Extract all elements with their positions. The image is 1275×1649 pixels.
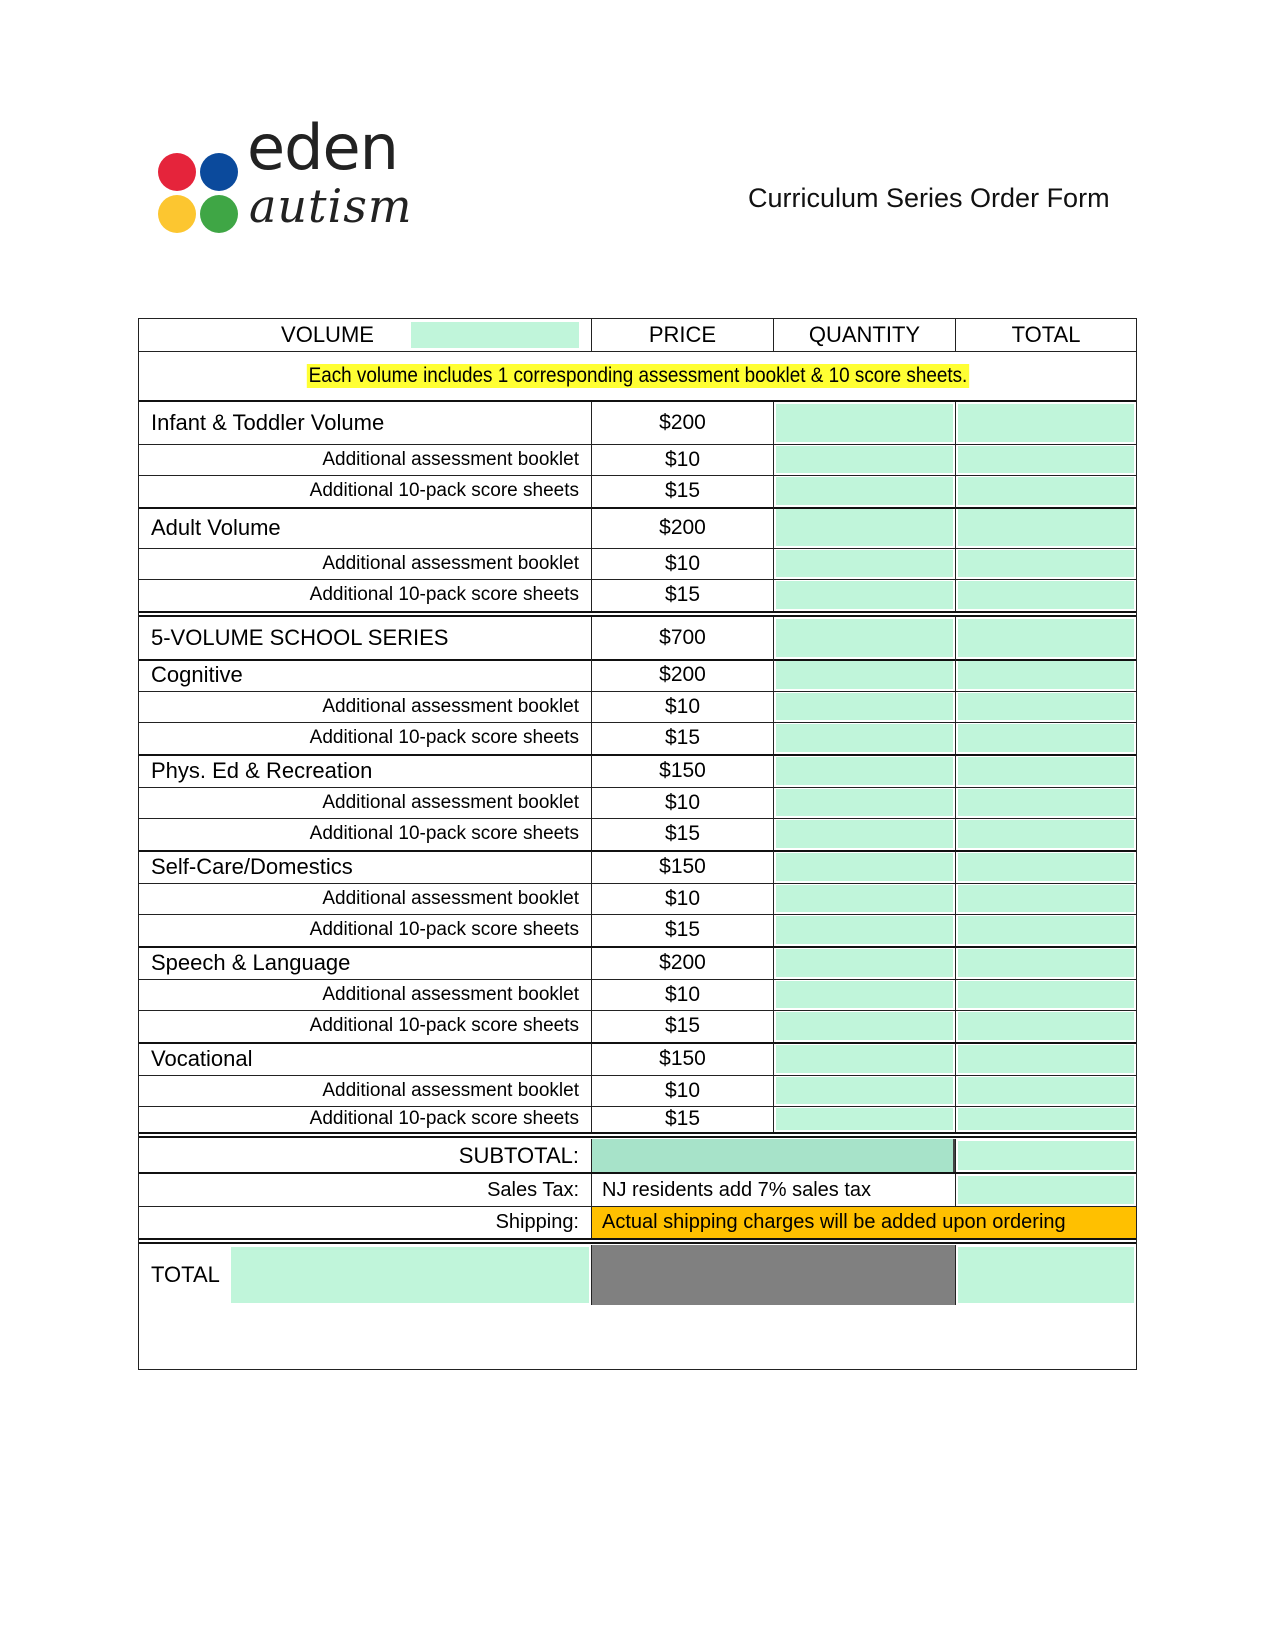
volume-name: Infant & Toddler Volume: [151, 410, 385, 435]
price-value: $150: [591, 851, 773, 883]
line-total-fill: [958, 509, 1134, 546]
quantity-input[interactable]: [773, 475, 955, 507]
table-row: [139, 579, 1136, 611]
line-total-fill: [958, 789, 1134, 816]
price-value: $10: [591, 548, 773, 579]
eden-autism-logo: [155, 111, 415, 233]
quantity-input-fill: [776, 885, 953, 912]
green-dot-icon: [200, 195, 238, 233]
order-form-table: [138, 318, 1137, 1370]
price-value: $10: [591, 1075, 773, 1106]
line-total-fill: [958, 820, 1134, 848]
total-divider: [139, 1238, 1136, 1244]
line-total-field[interactable]: [955, 402, 1136, 444]
line-total-fill: [958, 477, 1134, 505]
quantity-input[interactable]: [773, 507, 955, 548]
quantity-input[interactable]: [773, 914, 955, 946]
table-row: [139, 1106, 1136, 1132]
quantity-input-fill: [776, 789, 953, 816]
line-total-fill: [958, 1012, 1134, 1040]
price-value: $150: [591, 1043, 773, 1075]
table-row: [139, 851, 1136, 884]
volume-name: Self-Care/Domestics: [151, 854, 353, 879]
yellow-dot-icon: [158, 195, 196, 233]
quantity-input[interactable]: [773, 755, 955, 787]
header-price: PRICE: [591, 319, 773, 351]
note-row: [139, 352, 1136, 402]
line-total-fill: [958, 550, 1134, 577]
line-total-field[interactable]: [955, 1043, 1136, 1075]
quantity-input-fill: [776, 404, 953, 442]
price-value: $150: [591, 755, 773, 787]
quantity-input-fill: [776, 1012, 953, 1040]
line-total-fill: [958, 619, 1134, 657]
logo-wordmark-eden: eden: [247, 111, 398, 184]
includes-note: Each volume includes 1 corresponding assessment booklet & 10 score sheets.: [308, 364, 967, 387]
quantity-input-fill: [776, 446, 953, 473]
line-total-fill: [958, 404, 1134, 442]
table-row: [139, 691, 1136, 723]
subtotal-row: [139, 1139, 1136, 1174]
quantity-input[interactable]: [773, 444, 955, 475]
addon-name: Additional assessment booklet: [322, 1079, 579, 1101]
shipping-note: Actual shipping charges will be added upon ordering: [591, 1207, 1136, 1238]
quantity-input-fill: [776, 981, 953, 1008]
table-row: [139, 1075, 1136, 1107]
sales-tax-total-field[interactable]: [955, 1174, 1136, 1206]
line-total-fill: [958, 446, 1134, 473]
page-title: Curriculum Series Order Form: [748, 183, 1110, 213]
red-dot-icon: [158, 153, 196, 191]
sales-tax-row: [139, 1174, 1136, 1207]
table-row: [139, 617, 1136, 661]
volume-name: 5-VOLUME SCHOOL SERIES: [151, 625, 449, 650]
table-row: [139, 475, 1136, 509]
quantity-input[interactable]: [773, 617, 955, 659]
subtotal-quantity-field[interactable]: [591, 1139, 955, 1172]
quantity-input-fill: [776, 550, 953, 577]
volume-name: Adult Volume: [151, 514, 281, 540]
quantity-input[interactable]: [773, 691, 955, 722]
addon-name: Additional assessment booklet: [322, 791, 579, 813]
table-row: [139, 722, 1136, 756]
quantity-input-fill: [776, 820, 953, 848]
subtotal-total-field[interactable]: [955, 1139, 1136, 1172]
grand-total-label: TOTAL: [151, 1262, 220, 1287]
sales-tax-label: Sales Tax:: [487, 1178, 579, 1201]
line-total-fill: [958, 1045, 1134, 1073]
subtotal-divider: [139, 1132, 1136, 1138]
line-total-field[interactable]: [955, 1010, 1136, 1042]
line-total-field[interactable]: [955, 883, 1136, 914]
line-total-field[interactable]: [955, 979, 1136, 1010]
line-total-fill: [958, 581, 1134, 609]
grand-total-row: [139, 1245, 1136, 1369]
table-row: [139, 659, 1136, 692]
line-total-field[interactable]: [955, 691, 1136, 722]
table-row: [139, 1010, 1136, 1044]
table-row: [139, 947, 1136, 980]
addon-name: Additional 10-pack score sheets: [309, 1015, 579, 1036]
price-value: $15: [591, 818, 773, 850]
quantity-input[interactable]: [773, 1043, 955, 1075]
quantity-input-fill: [776, 619, 953, 657]
addon-name: Additional assessment booklet: [322, 695, 579, 717]
quantity-input-fill: [776, 581, 953, 609]
quantity-input[interactable]: [773, 883, 955, 914]
quantity-input-fill: [776, 509, 953, 546]
line-total-fill: [958, 981, 1134, 1008]
line-total-field[interactable]: [955, 444, 1136, 475]
price-value: $200: [591, 507, 773, 548]
line-total-field[interactable]: [955, 947, 1136, 979]
quantity-input[interactable]: [773, 402, 955, 444]
table-row: [139, 507, 1136, 549]
price-value: $10: [591, 444, 773, 475]
quantity-input-fill: [776, 949, 953, 977]
price-value: $200: [591, 947, 773, 979]
price-value: $10: [591, 691, 773, 722]
note-cell: [139, 352, 1136, 400]
quantity-input-fill: [776, 693, 953, 720]
quantity-input-fill: [776, 916, 953, 944]
addon-name: Additional 10-pack score sheets: [309, 480, 579, 501]
price-value: $15: [591, 722, 773, 754]
price-value: $10: [591, 979, 773, 1010]
line-total-fill: [958, 885, 1134, 912]
header-volume: [139, 319, 591, 351]
table-row: [139, 1043, 1136, 1076]
line-total-field[interactable]: [955, 1075, 1136, 1106]
quantity-input-fill: [776, 1077, 953, 1104]
line-total-field[interactable]: [955, 1106, 1136, 1132]
line-total-fill: [958, 853, 1134, 881]
quantity-input[interactable]: [773, 979, 955, 1010]
table-header-row: [139, 319, 1136, 352]
quantity-input[interactable]: [773, 818, 955, 850]
table-row: [139, 444, 1136, 476]
quantity-input-fill: [776, 853, 953, 881]
table-row: [139, 755, 1136, 788]
price-value: $700: [591, 617, 773, 659]
line-total-field[interactable]: [955, 475, 1136, 507]
addon-name: Additional assessment booklet: [322, 983, 579, 1005]
quantity-input-fill: [776, 1045, 953, 1073]
volume-name: Vocational: [151, 1046, 253, 1071]
addon-name: Additional assessment booklet: [322, 448, 579, 470]
price-value: $200: [591, 659, 773, 691]
grand-total-cell: [139, 1245, 591, 1305]
quantity-input-fill: [776, 1108, 953, 1130]
price-value: $15: [591, 579, 773, 611]
quantity-input-fill: [776, 477, 953, 505]
line-total-field[interactable]: [955, 579, 1136, 611]
addon-name: Additional 10-pack score sheets: [309, 1108, 579, 1129]
shipping-label: Shipping:: [495, 1211, 579, 1233]
quantity-input[interactable]: [773, 579, 955, 611]
price-value: $15: [591, 475, 773, 507]
volume-input-field[interactable]: [411, 322, 579, 348]
quantity-input-fill: [776, 757, 953, 785]
quantity-input[interactable]: [773, 947, 955, 979]
price-value: $15: [591, 914, 773, 946]
line-total-field[interactable]: [955, 507, 1136, 548]
header-volume-label: VOLUME: [281, 322, 374, 347]
table-row: [139, 548, 1136, 580]
quantity-input[interactable]: [773, 1106, 955, 1132]
addon-name: Additional 10-pack score sheets: [309, 919, 579, 940]
line-total-fill: [958, 661, 1134, 689]
table-row: [139, 787, 1136, 819]
volume-name: Cognitive: [151, 662, 243, 687]
header-total: TOTAL: [955, 319, 1136, 351]
quantity-input-fill: [776, 724, 953, 752]
volume-name: Phys. Ed & Recreation: [151, 758, 373, 783]
addon-name: Additional 10-pack score sheets: [309, 584, 579, 605]
line-total-fill: [958, 724, 1134, 752]
line-total-field[interactable]: [955, 787, 1136, 818]
quantity-input[interactable]: [773, 851, 955, 883]
logo-wordmark-autism: autism: [249, 179, 413, 233]
line-total-fill: [958, 949, 1134, 977]
addon-name: Additional assessment booklet: [322, 552, 579, 574]
sales-tax-note: NJ residents add 7% sales tax: [591, 1174, 955, 1206]
line-total-field[interactable]: [955, 617, 1136, 659]
quantity-input[interactable]: [773, 548, 955, 579]
quantity-input-fill: [776, 661, 953, 689]
quantity-input[interactable]: [773, 722, 955, 754]
blue-dot-icon: [200, 153, 238, 191]
line-total-field[interactable]: [955, 755, 1136, 787]
table-row: [139, 914, 1136, 948]
line-total-field[interactable]: [955, 818, 1136, 850]
volume-name: Speech & Language: [151, 950, 351, 975]
addon-name: Additional 10-pack score sheets: [309, 823, 579, 844]
subtotal-label: SUBTOTAL:: [458, 1142, 579, 1168]
price-value: $15: [591, 1010, 773, 1042]
grand-total-gray-block: [591, 1245, 955, 1305]
price-value: $10: [591, 883, 773, 914]
price-value: $10: [591, 787, 773, 818]
line-total-fill: [958, 916, 1134, 944]
line-total-field[interactable]: [955, 659, 1136, 691]
shipping-row: [139, 1207, 1136, 1238]
line-total-fill: [958, 1077, 1134, 1104]
line-total-field[interactable]: [955, 914, 1136, 946]
table-row: [139, 402, 1136, 445]
line-total-fill: [958, 1108, 1134, 1130]
addon-name: Additional assessment booklet: [322, 887, 579, 909]
header-quantity: QUANTITY: [773, 319, 955, 351]
price-value: $200: [591, 402, 773, 444]
quantity-input[interactable]: [773, 659, 955, 691]
addon-name: Additional 10-pack score sheets: [309, 727, 579, 748]
quantity-input[interactable]: [773, 787, 955, 818]
line-total-fill: [958, 757, 1134, 785]
grand-total-field[interactable]: [955, 1245, 1136, 1305]
quantity-input[interactable]: [773, 1075, 955, 1106]
line-total-field[interactable]: [955, 722, 1136, 754]
line-total-fill: [958, 693, 1134, 720]
quantity-input[interactable]: [773, 1010, 955, 1042]
price-value: $15: [591, 1106, 773, 1132]
line-total-field[interactable]: [955, 851, 1136, 883]
table-row: [139, 818, 1136, 852]
grand-total-volume-field[interactable]: [231, 1247, 589, 1303]
line-total-field[interactable]: [955, 548, 1136, 579]
table-row: [139, 979, 1136, 1011]
table-row: [139, 883, 1136, 915]
